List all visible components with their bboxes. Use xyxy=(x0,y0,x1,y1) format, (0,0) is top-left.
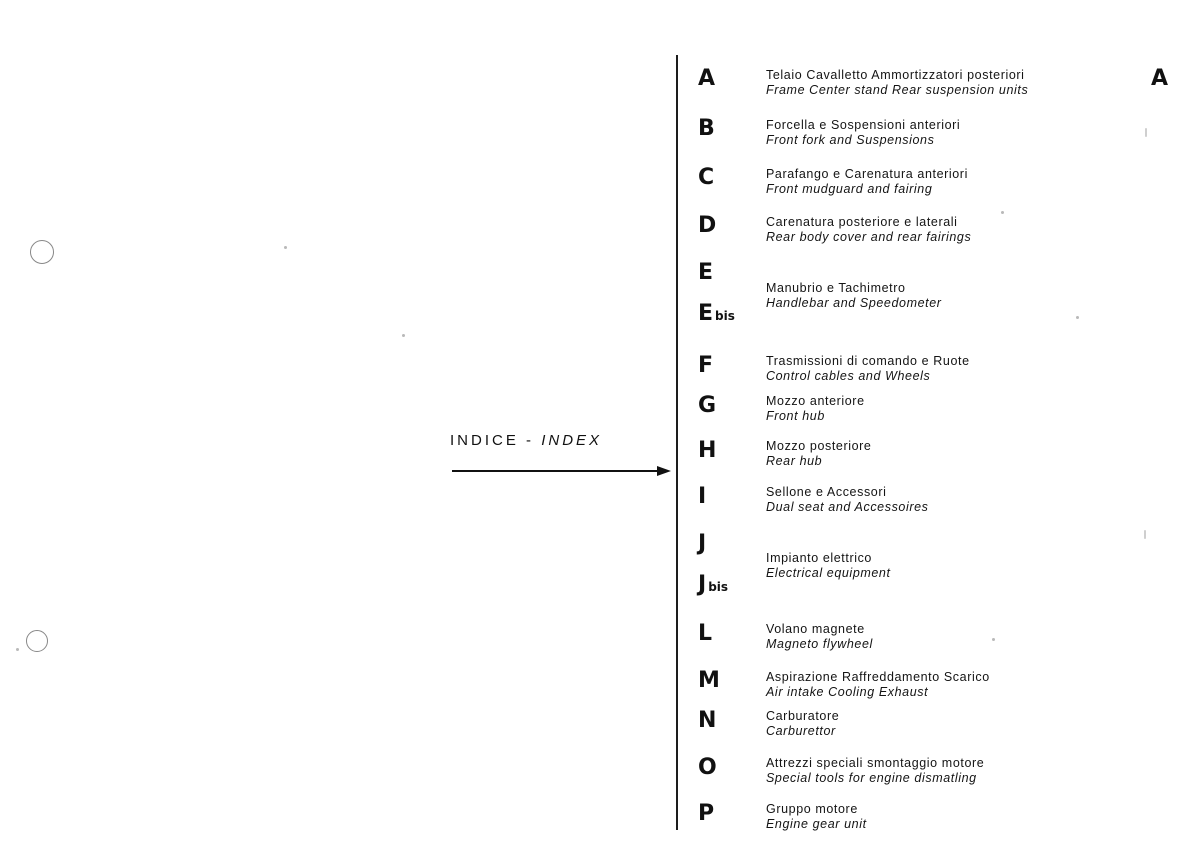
index-caption-italian: INDICE xyxy=(450,432,519,449)
index-entry-letter: E bis xyxy=(698,301,735,326)
index-entry-title-italian: Gruppo motore xyxy=(766,802,858,816)
index-entry-text xyxy=(766,68,1096,98)
index-entry-title-english: Control cables and Wheels xyxy=(766,369,931,383)
scan-speck xyxy=(1145,128,1147,137)
index-entry-title-english: Carburettor xyxy=(766,724,836,738)
index-entry-letter: M xyxy=(698,668,720,693)
index-entry-text xyxy=(766,394,1096,424)
index-entry-title-italian: Trasmissioni di comando e Ruote xyxy=(766,354,970,368)
index-entry-title-english: Air intake Cooling Exhaust xyxy=(766,685,929,699)
scan-speck xyxy=(1144,530,1146,539)
index-entry-text xyxy=(766,215,1096,245)
index-entry-title-english: Frame Center stand Rear suspension units xyxy=(766,83,1029,97)
index-entry-title-english: Dual seat and Accessoires xyxy=(766,500,929,514)
index-entry-text xyxy=(766,756,1096,786)
index-entry-title-italian: Impianto elettrico xyxy=(766,551,872,565)
index-entry-text xyxy=(766,118,1096,148)
index-entry-title-italian: Parafango e Carenatura anteriori xyxy=(766,167,968,181)
arrow-right-icon xyxy=(452,466,674,476)
index-entry-text xyxy=(766,439,1096,469)
index-entry-title-english: Special tools for engine dismatling xyxy=(766,771,977,785)
index-entry-letter: B xyxy=(698,116,715,141)
punch-hole-artifact xyxy=(30,240,54,264)
index-entry-title-italian: Carburatore xyxy=(766,709,840,723)
index-entry-title-italian: Mozzo anteriore xyxy=(766,394,865,408)
index-entry-title-italian: Sellone e Accessori xyxy=(766,485,887,499)
index-entry-letter: E xyxy=(698,260,714,285)
index-entry-letter: G xyxy=(698,393,717,418)
scan-speck xyxy=(284,246,287,249)
index-entry-letter: P xyxy=(698,801,715,826)
vertical-divider xyxy=(676,55,678,830)
arrow-head xyxy=(657,466,671,476)
index-entry-text xyxy=(766,167,1096,197)
scan-speck xyxy=(402,334,405,337)
index-entry-title-english: Front hub xyxy=(766,409,825,423)
index-entry-title-italian: Carenatura posteriore e laterali xyxy=(766,215,958,229)
index-entry-title-english: Engine gear unit xyxy=(766,817,867,831)
index-entry-letter: O xyxy=(698,755,717,780)
index-entry-text xyxy=(766,485,1096,515)
index-entry-letter: N xyxy=(698,708,717,733)
index-entry-title-english: Handlebar and Speedometer xyxy=(766,296,942,310)
index-entry-letter: A xyxy=(698,66,716,91)
index-entry-title-english: Rear hub xyxy=(766,454,823,468)
index-entry-text xyxy=(766,551,1096,581)
index-entry-title-english: Rear body cover and rear fairings xyxy=(766,230,972,244)
scan-speck xyxy=(16,648,19,651)
arrow-shaft xyxy=(452,470,662,472)
index-entry-title-english: Front mudguard and fairing xyxy=(766,182,933,196)
index-entry-bis-suffix: bis xyxy=(708,580,729,594)
index-entry-text xyxy=(766,622,1096,652)
index-caption-text xyxy=(450,432,680,449)
index-entry-title-english: Magneto flywheel xyxy=(766,637,873,651)
index-entry-letter: J xyxy=(698,531,707,556)
index-caption-english: INDEX xyxy=(541,432,603,449)
index-entry-letter: H xyxy=(698,438,717,463)
index-entry-letter: J bis xyxy=(698,572,729,597)
index-entry-bis-suffix: bis xyxy=(715,309,735,323)
index-entry-text xyxy=(766,802,1096,832)
index-entry-title-english: Electrical equipment xyxy=(766,566,891,580)
punch-hole-artifact xyxy=(26,630,48,652)
index-entry-text xyxy=(766,670,1096,700)
index-entry-text xyxy=(766,709,1096,739)
index-entry-title-italian: Volano magnete xyxy=(766,622,865,636)
index-entry-text xyxy=(766,281,1096,311)
index-entry-title-italian: Forcella e Sospensioni anteriori xyxy=(766,118,961,132)
index-caption-separator: - xyxy=(526,432,535,449)
index-entry-title-italian: Attrezzi speciali smontaggio motore xyxy=(766,756,985,770)
index-caption xyxy=(450,432,680,449)
index-entry-letter: D xyxy=(698,213,717,238)
index-entry-title-italian: Aspirazione Raffreddamento Scarico xyxy=(766,670,990,684)
index-entry-letter: L xyxy=(698,621,713,646)
scan-speck xyxy=(1001,211,1004,214)
index-entry-title-english: Front fork and Suspensions xyxy=(766,133,935,147)
index-entry-title-italian: Telaio Cavalletto Ammortizzatori posteriori xyxy=(766,68,1025,82)
scan-speck xyxy=(1076,316,1079,319)
index-entry-letter: F xyxy=(698,353,714,378)
index-entry-title-italian: Manubrio e Tachimetro xyxy=(766,281,906,295)
index-entry-letter: I xyxy=(698,484,707,509)
corner-section-marker: A xyxy=(1150,66,1168,91)
index-entry-letter: C xyxy=(698,165,715,190)
index-entry-text xyxy=(766,354,1096,384)
index-entry-title-italian: Mozzo posteriore xyxy=(766,439,872,453)
